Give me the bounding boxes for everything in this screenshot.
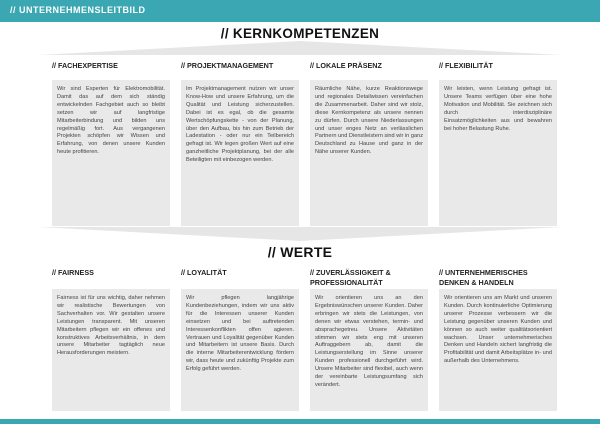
section-title-kernkompetenzen: // KERNKOMPETENZEN [220,26,380,41]
heading-fachexpertise: // FACHEXPERTISE [52,61,118,70]
text-unternehmerisches-denken: Wir orientieren uns am Markt und unseren Kunden. Durch kontinuierliche Optimierung unserer Prozesse verbessern wir die Leistung gegenüber unseren Kunden und können so auch weiter qualitätsorientiert wachsen. Unser unternehmerisches Denken und Handeln sichert langfristig die Profitabilität und damit Arbeitsplätze in- und außerhalb des Unternehmens. [444,295,552,365]
box-fairness [52,289,170,411]
top-banner [0,0,600,22]
text-lokale-praesenz: Räumliche Nähe, kurze Reaktionswege und regionales Detailwissen vereinfachen die Zusammenarbeit. Daher sind wir stolz, diese Kernkompetenz als unsere nennen zu dürfen. Durch unsere Niederlassungen und unser enges Netz an verlässlichen Partnern und Dienstleistern sind wir in ganz Deutschland zu Hause und ganz in der Nähe unserer Kunden. [315,86,423,156]
arrow-werte [0,227,600,241]
heading-zuverlaessigkeit: // ZUVERLÄSSIGKEIT & PROFESSIONALITÄT [310,268,391,287]
text-fachexpertise: Wir sind Experten für Elektromobilität. Damit das auf dem sich ständig entwickelnden Fachgebiet auch so bleibt setzen wir auf langfristige Mitarbeiterbindung und bilden uns regelmäßig fort. Aus vergangenen Projekten schöpfen wir Wissen und Erfahrung, von denen unsere Kunden heute profitieren. [57,86,165,156]
heading-flexibilitaet: // FLEXIBILITÄT [439,61,493,70]
heading-lokale-praesenz: // LOKALE PRÄSENZ [310,61,382,70]
heading-loyalitaet: // LOYALITÄT [181,268,227,277]
box-unternehmerisches-denken [439,289,557,411]
arrow-kernkompetenzen [0,41,600,55]
text-flexibilitaet: Wir leisten, wenn Leistung gefragt ist. Unsere Teams verfügen über eine hohe Motivation und Mobilität. Sie zeichnen sich durch interdisziplinäre Einsatzmöglichkeiten aus und bewahren bei hoher Belastung Ruhe. [444,86,552,132]
heading-projektmanagement: // PROJEKTMANAGEMENT [181,61,274,70]
text-fairness: Fairness ist für uns wichtig, daher nehmen wir realistische Bewertungen von Sachverhalten vor. Wir gestalten unsere Leistungen transparent. Mit unseren Mitarbeitern pflegen wir ein offenes und konstruktives Arbeitsverhältnis, in dem unsere Mitarbeiter tagtäglich neue Herausforderungen meistern. [57,295,165,357]
box-projektmanagement [181,80,299,226]
heading-fairness: // FAIRNESS [52,268,94,277]
heading-unternehmerisches-denken: // UNTERNEHMERISCHES DENKEN & HANDELN [439,268,528,287]
box-zuverlaessigkeit [310,289,428,411]
text-loyalitaet: Wir pflegen langjährige Kundenbeziehungen, indem wir uns aktiv für die Interessen unserer Kunden einsetzen und bei auftretenden Interessenkonflikten offen agieren. Vertrauen und Loyalität gegenüber Kunden und Mitarbeitern ist unsere Basis. Durch die interne Mitarbeiterentwicklung fördern wir, dass heute und zukünftig Projekte zum Erfolg geführt werden. [186,295,294,373]
page-label: // UNTERNEHMENSLEITBILD [10,5,146,15]
bottom-bar [0,419,600,424]
box-flexibilitaet [439,80,557,226]
box-loyalitaet [181,289,299,411]
box-fachexpertise [52,80,170,226]
section-title-werte: // WERTE [267,244,333,260]
text-zuverlaessigkeit: Wir orientieren uns an den Ergebniswünschen unserer Kunden. Daher erbringen wir stets die Leistungen, von denen wir etwas verstehen, termin- und absprachegetreu. Unsere Aktivitäten stimmen wir stets eng mit unseren Auftraggebern ab, damit die Leistungserstellung im Sinne unserer Kunden professionell durchgeführt wird. Unsere Mitarbeiter sind flexibel, auch wenn der vereinbarte Leistungsumfang sich verändert. [315,295,423,388]
box-lokale-praesenz [310,80,428,226]
text-projektmanagement: Im Projektmanagement nutzen wir unser Know-How und unsere Erfahrung, um die Qualität und Leistung sicherzustellen. Dabei ist es egal, ob die gesamte Wertschöpfungskette - von der Planung, über den Aufbau, bis hin zum Betrieb der Ladestation - oder nur ein Teilbereich gefragt ist. Wir legen großen Wert auf eine ganzheitliche Projektplanung, bei der alle Beteiligten mit einbezogen werden. [186,86,294,164]
